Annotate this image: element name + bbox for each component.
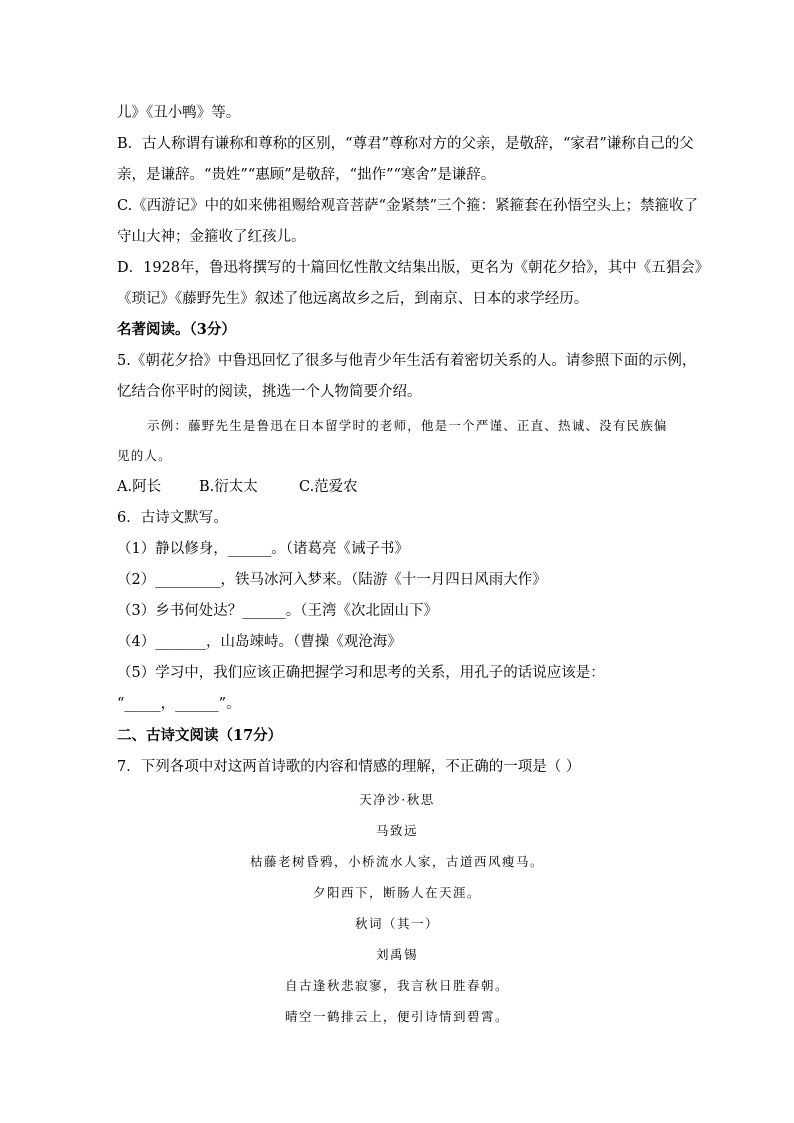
poem-2-line-2: 晴空一鹤排云上，便引诗情到碧霄。 [284,1009,509,1024]
question-5-options [117,477,358,497]
question-6-1: （1）静以修身，______。（诸葛亮《诫子书》 [117,541,409,557]
poem-2-line-1: 自古逢秋悲寂寥，我言秋日胜春朝。 [284,978,509,993]
question-5-line-1: 5.《朝花夕拾》中鲁迅回忆了很多与他青少年生活有着密切关系的人。请参照下面的示例， [117,353,697,369]
option-a-continuation: 儿》《丑小鸭》等。 [117,105,241,121]
poem-1-line-1: 枯藤老树昏鸦，小桥流水人家，古道西风瘦马。 [249,854,544,869]
example-line-2: 见的人。 [117,448,172,463]
heading-section-2: 二、古诗文阅读（17分） [117,727,283,744]
poem-1-author: 马致远 [375,823,418,838]
option-c-line-2: 守山大神；金箍收了红孩儿。 [117,229,306,245]
question-7: 7．下列各项中对这两首诗歌的内容和情感的理解，不正确的一项是（ ） [117,759,581,775]
question-6-2: （2）_________，铁马冰河入梦来。（陆游《十一月四日风雨大作》 [117,572,547,588]
question-6: 6．古诗文默写。 [117,510,228,526]
question-5-line-2: 忆结合你平时的阅读，挑选一个人物简要介绍。 [117,384,422,400]
question-6-4: （4）_______，山岛竦峙。（曹操《观沧海》 [117,634,402,650]
option-b-line-1: B．古人称谓有谦称和尊称的区别，“尊君”尊称对方的父亲，是敬辞，“家君”谦称自己的父 [117,136,694,152]
question-6-3: （3）乡书何处达？______。（王湾《次北固山下》 [117,603,438,619]
poem-1-title: 天净沙·秋思 [359,792,435,807]
example-line-1: 示例：藤野先生是鲁迅在日本留学时的老师，他是一个严谨、正直、热诚、没有民族偏 [147,418,668,433]
heading-classics-reading: 名著阅读。（3分） [117,321,236,338]
option-b-yantaitai: B.衍太太 [199,479,258,495]
option-c-fanainong: C.范爱农 [299,479,358,495]
poem-2-author: 刘禹锡 [375,947,418,962]
poem-1-line-2: 夕阳西下，断肠人在天涯。 [312,885,481,900]
option-b-line-2: 亲，是谦辞。“贵姓”“惠顾”是敬辞，“拙作”“寒舍”是谦辞。 [117,167,496,183]
question-6-5-line-2: “_____，______”。 [117,696,241,712]
option-c-line-1: C.《西游记》中的如来佛祖赐给观音菩萨“金紧禁”三个箍：紧箍套在孙悟空头上；禁箍收了 [117,198,699,214]
poem-2-title: 秋词（其一） [354,916,439,931]
option-d-line-1: D．1928年，鲁迅将撰写的十篇回忆性散文结集出版，更名为《朝花夕拾》，其中《五猖会》 [117,260,710,276]
option-d-line-2: 《琐记》《藤野先生》叙述了他远离故乡之后，到南京、日本的求学经历。 [117,291,589,307]
option-a-achang: A.阿长 [117,479,162,495]
question-6-5-line-1: （5）学习中，我们应该正确把握学习和思考的关系，用孔子的话说应该是： [117,665,605,681]
